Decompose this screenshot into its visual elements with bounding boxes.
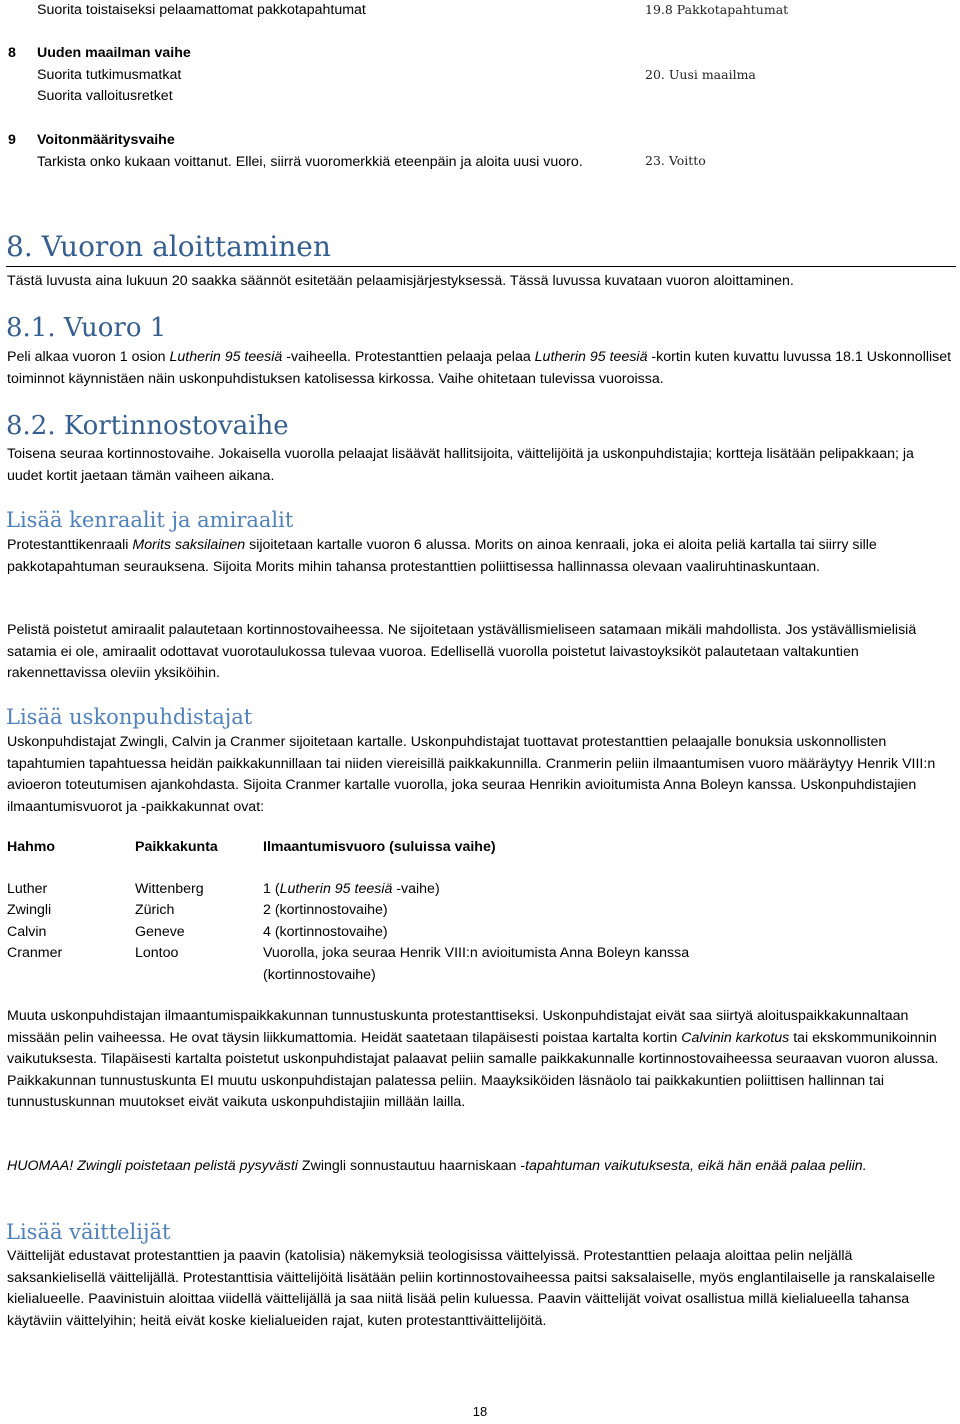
phase-7-reference: 19.8 Pakkotapahtumat bbox=[645, 2, 789, 17]
phase-9-reference: 23. Voitto bbox=[645, 153, 706, 168]
section-8-intro: Tästä luvusta aina lukuun 20 saakka säännöt esitetään pelaamisjärjestyksessä. Tässä luvussa kuvataan vuoron aloittaminen. bbox=[7, 273, 794, 289]
section-8-2-heading: 8.2. Kortinnostovaihe bbox=[6, 411, 289, 441]
table-header-character: Hahmo bbox=[7, 839, 56, 855]
table-header-location: Paikkakunta bbox=[135, 839, 218, 855]
generals-paragraph-1 bbox=[7, 535, 953, 578]
reformers-p2-em: Calvinin karkotus bbox=[681, 1029, 790, 1046]
note-plain: Zwingli sonnustautuu haarniskaan - bbox=[301, 1158, 526, 1174]
section-8-2-text: Toisena seuraa kortinnostovaihe. Jokaisella vuorolla pelaajat lisäävät hallitsijoita, väittelijöitä ja uskonpuhdistajia; kortteja lisätään pelipakkaan; ja uudet kortit jaetaan tämän vaiheen aikana. bbox=[7, 446, 914, 484]
table-cell-turn: 2 (kortinnostovaihe) bbox=[263, 902, 388, 918]
generals-p1-a: Protestanttikenraali bbox=[7, 537, 133, 553]
s81-text-1-em: Lutherin 95 teesiä bbox=[169, 349, 283, 365]
note-em-2: tapahtuman vaikutuksesta, eikä hän enää palaa peliin. bbox=[525, 1158, 867, 1174]
table-cell-name: Zwingli bbox=[7, 902, 52, 918]
phase-8-step-1: Suorita tutkimusmatkat bbox=[37, 66, 182, 83]
phase-8-number: 8 bbox=[8, 45, 16, 61]
table-cell-turn: Vuorolla, joka seuraa Henrik VIII:n avioitumista Anna Boleyn kanssa (kortinnostovaihe) bbox=[263, 945, 690, 983]
reformers-p2-a: Muuta uskonpuhdistajan ilmaantumispaikkakunnan tunnustuskunta protestanttiseksi. Uskonpuhdistajat eivät saa siirtyä aloituspaikkakunnaltaan missään pelin vaiheessa. He ovat täysin liikkumattomia. Heidät saatetaan tilapäisesti poistaa kartalta kortin bbox=[7, 1008, 909, 1046]
section-8-1-heading: 8.1. Vuoro 1 bbox=[6, 313, 167, 343]
generals-paragraph-2: Pelistä poistetut amiraalit palautetaan kortinnostovaiheessa. Ne sijoitetaan ystävällismieliseen satamaan mikäli mahdollista. Jos ystävällismielisiä satamia ei ole, amiraalit odottavat vuorotaulukossa tulevaa vuoroa. Edellisellä vuorolla poistetut laivastoyksiköt palautetaan valtakuntien rakennettavissa oleviin yksiköihin. bbox=[7, 622, 917, 682]
phase-9-step-1: Tarkista onko kukaan voittanut. Ellei, siirrä vuoromerkkiä eteenpäin ja aloita uusi vuoro. bbox=[37, 153, 583, 170]
table-cell-place: Zürich bbox=[135, 902, 175, 918]
generals-p1-b: sijoitetaan kartalle vuoron 6 alussa. Morits on ainoa kenraali, joka ei aloita peliä kartalla tai siirry sille pakkotapahtuman seurauksena. Sijoita Morits mihin tahansa protestanttien poliittisessa hallinnassa olevaan vaaliruhtinaskuntaan. bbox=[7, 537, 877, 575]
phase-8-title: Uuden maailman vaihe bbox=[37, 45, 191, 61]
generals-heading: Lisää kenraalit ja amiraalit bbox=[6, 508, 294, 532]
s81-text-2: -vaiheella. Protestanttien pelaaja pelaa bbox=[282, 349, 535, 365]
s81-text-2-em: Lutherin 95 teesiä bbox=[534, 349, 648, 365]
section-8-heading: 8. Vuoron aloittaminen bbox=[6, 228, 956, 267]
reformers-heading: Lisää uskonpuhdistajat bbox=[6, 705, 253, 729]
table-cell-place: Wittenberg bbox=[135, 881, 204, 897]
reformers-paragraph-1: Uskonpuhdistajat Zwingli, Calvin ja Cranmer sijoitetaan kartalle. Uskonpuhdistajat tuottavat protestanttien pelaajalle bonuksia uskonnollisten tapahtumien tapahtuessa heidän paikkakunnillaan tai niiden viereisillä paikkakunnilla. Cranmerin peliin ilmaantumisen vuoro määräytyy Henrik VIII:n avioeron toteutumisen ajankohdasta. Sijoita Cranmer kartalle vuorolla, joka seuraa Henrikin avioitumista Anna Boleyn kanssa. Uskonpuhdistajien ilmaantumisvuorot ja -paikkakunnat ovat: bbox=[7, 734, 936, 815]
table-cell-name: Calvin bbox=[7, 924, 47, 940]
phase-9-number: 9 bbox=[8, 132, 16, 148]
phase-8-reference: 20. Uusi maailma bbox=[645, 67, 756, 82]
debaters-heading: Lisää väittelijät bbox=[6, 1220, 171, 1244]
turn-text-b: -vaihe) bbox=[392, 881, 440, 897]
debaters-paragraph: Väittelijät edustavat protestanttien ja paavin (katolisia) näkemyksiä teologisissa väittelyissä. Protestanttien pelaaja aloittaa pelin neljällä saksankielisellä väittelijällä. Protestanttisia väittelijöitä lisätään peliin kortinnostovaiheessa paitsi saksalaiselle, myös englantilaiselle ja ranskalaiselle kielialueelle. Paavinistuin aloittaa viidellä väittelijällä ja saa niitä lisää pelin kuluessa. Paavin väittelijät voivat osallistua millä kielialueella tahansa käytäviin väittelyihin; heitä eivät koske kielialueiden rajat, kuten protestanttiväittelijöitä. bbox=[7, 1248, 936, 1329]
note-em-1: HUOMAA! bbox=[7, 1158, 74, 1174]
reformers-p2-b: tai ekskommunikoinnin vaikutuksesta. Tilapäisesti kartalta poistetut uskonpuhdistajat palaavat peliin samalle paikkakunnalle kortinnostovaiheessa seuraavan vuoron alussa. Paikkakunnan tunnustuskunta EI muutu uskonpuhdistajan palatessa peliin. Maayksiköiden läsnäolo tai paikkakuntien poliittisen hallinnan tai tunnustuskunnan muutokset eivät vaikuta uskonpuhdistajiin millään lailla. bbox=[7, 1029, 939, 1111]
phase-7-text: Suorita toistaiseksi pelaamattomat pakkotapahtumat bbox=[37, 2, 366, 18]
table-cell-place: Geneve bbox=[135, 924, 185, 940]
table-cell-turn: 4 (kortinnostovaihe) bbox=[263, 924, 388, 940]
table-cell-name: Luther bbox=[7, 881, 48, 897]
page-number: 18 bbox=[472, 1404, 488, 1419]
note-em-1b: Zwingli poistetaan pelistä pysyvästi bbox=[73, 1158, 302, 1174]
table-header-turn: Ilmaantumisvuoro (suluissa vaihe) bbox=[263, 839, 496, 855]
reformers-paragraph-2 bbox=[7, 1006, 953, 1114]
turn-text-em: Lutherin 95 teesiä bbox=[279, 881, 393, 897]
phase-8-step-2: Suorita valloitusretket bbox=[37, 88, 173, 104]
table-cell-name: Cranmer bbox=[7, 945, 63, 961]
phase-9-title: Voitonmääritysvaihe bbox=[37, 132, 175, 148]
turn-text-a: 1 ( bbox=[263, 881, 280, 897]
table-cell-place: Lontoo bbox=[135, 945, 179, 961]
table-cell-turn bbox=[263, 879, 783, 901]
s81-text-1: Peli alkaa vuoron 1 osion bbox=[7, 349, 170, 365]
generals-p1-em: Morits saksilainen bbox=[132, 537, 246, 553]
reformers-note bbox=[7, 1156, 953, 1178]
s81-text-3: -kortin kuten kuvattu luvussa 18.1 Uskonnolliset toiminnot käynnistäen näin uskonpuhdistuksen katolisessa kirkossa. Vaihe ohitetaan tulevissa vuoroissa. bbox=[7, 349, 952, 387]
section-8-1-text bbox=[7, 347, 953, 390]
